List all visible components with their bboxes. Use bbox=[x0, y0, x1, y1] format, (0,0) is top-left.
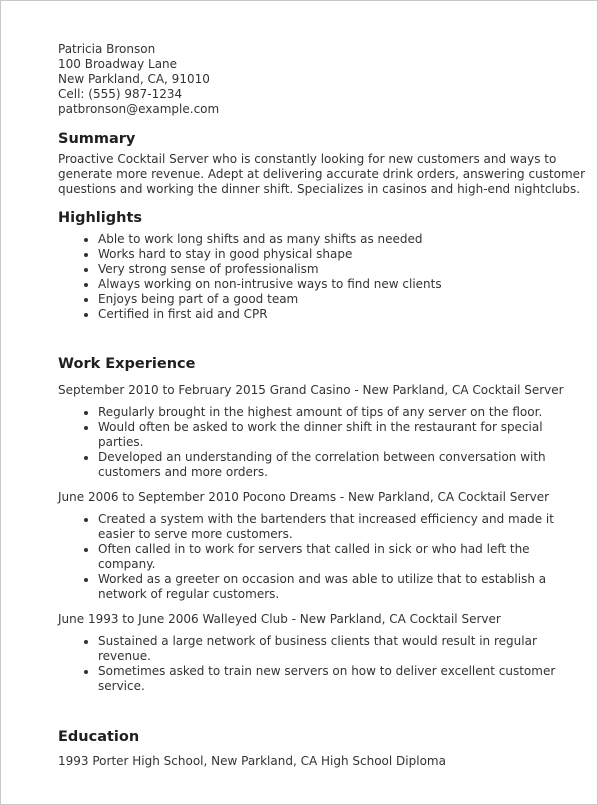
contact-cell: Cell: (555) 987-1234 bbox=[58, 87, 183, 101]
job-bullets bbox=[58, 405, 590, 480]
highlight-item: • Enjoys being part of a good team bbox=[98, 292, 590, 307]
highlight-item: • Certified in first aid and CPR bbox=[98, 307, 590, 322]
job-bullet: • Often called in to work for servers that called in sick or who had left the company. bbox=[98, 542, 590, 572]
job-heading: September 2010 to February 2015 Grand Casino - New Parkland, CA Cocktail Server bbox=[58, 383, 564, 397]
job-bullets bbox=[58, 512, 590, 602]
job-bullet: • Created a system with the bartenders that increased efficiency and made it easier to serve more customers. bbox=[98, 512, 590, 542]
highlights-heading: Highlights bbox=[58, 210, 143, 226]
contact-name: Patricia Bronson bbox=[58, 42, 156, 56]
education-heading: Education bbox=[58, 729, 140, 745]
job-entry bbox=[58, 612, 590, 694]
contact-block bbox=[58, 42, 590, 117]
highlight-item: • Works hard to stay in good physical shape bbox=[98, 247, 590, 262]
highlights-list bbox=[58, 232, 590, 322]
job-bullet: • Regularly brought in the highest amount of tips of any server on the floor. bbox=[98, 405, 590, 420]
highlight-item: • Able to work long shifts and as many shifts as needed bbox=[98, 232, 590, 247]
summary-heading: Summary bbox=[58, 131, 136, 147]
contact-city: New Parkland, CA, 91010 bbox=[58, 72, 210, 86]
job-bullets bbox=[58, 634, 590, 694]
job-heading: June 1993 to June 2006 Walleyed Club - New Parkland, CA Cocktail Server bbox=[58, 612, 501, 626]
job-heading: June 2006 to September 2010 Pocono Dreams - New Parkland, CA Cocktail Server bbox=[58, 490, 550, 504]
work-experience-heading: Work Experience bbox=[58, 356, 196, 372]
job-entry bbox=[58, 383, 590, 480]
summary-text: Proactive Cocktail Server who is constantly looking for new customers and ways to generate more revenue. Adept at delivering accurate drink orders, answering customer questions and working the dinner shift. Specializes in casinos and high-end nightclubs. bbox=[58, 152, 585, 196]
contact-email: patbronson@example.com bbox=[58, 102, 220, 116]
job-bullet: • Sustained a large network of business clients that would result in regular revenue. bbox=[98, 634, 590, 664]
contact-street: 100 Broadway Lane bbox=[58, 57, 178, 71]
highlight-item: • Always working on non-intrusive ways to find new clients bbox=[98, 277, 590, 292]
resume-content bbox=[58, 42, 590, 769]
job-entry bbox=[58, 490, 590, 602]
education-entry: 1993 Porter High School, New Parkland, CA High School Diploma bbox=[58, 754, 446, 768]
job-bullet: • Would often be asked to work the dinner shift in the restaurant for special parties. bbox=[98, 420, 590, 450]
job-bullet: • Sometimes asked to train new servers on how to deliver excellent customer service. bbox=[98, 664, 590, 694]
job-bullet: • Developed an understanding of the correlation between conversation with customers and more orders. bbox=[98, 450, 590, 480]
job-bullet: • Worked as a greeter on occasion and was able to utilize that to establish a network of regular customers. bbox=[98, 572, 590, 602]
highlight-item: • Very strong sense of professionalism bbox=[98, 262, 590, 277]
